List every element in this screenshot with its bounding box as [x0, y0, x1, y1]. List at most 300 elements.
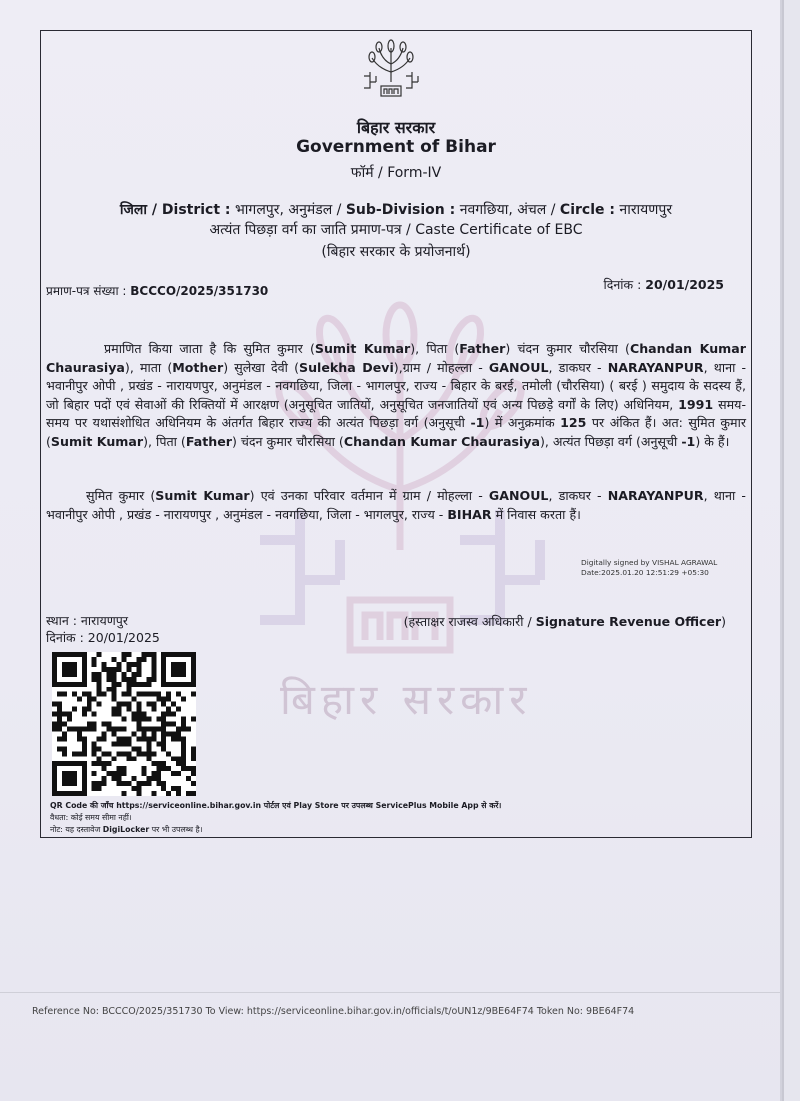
qr-module [161, 766, 166, 771]
qr-module [52, 761, 57, 766]
qr-module [72, 652, 77, 657]
qr-module [67, 662, 72, 667]
qr-module [87, 692, 92, 697]
qr-module [62, 761, 67, 766]
qr-module [117, 741, 122, 746]
qr-module [136, 692, 141, 697]
qr-module [52, 662, 57, 667]
qr-module [126, 751, 131, 756]
qr-module [186, 776, 191, 781]
qr-module [122, 781, 127, 786]
qr-module [77, 731, 82, 736]
qr-module [151, 731, 156, 736]
qr-module [186, 682, 191, 687]
qr-module [117, 707, 122, 712]
qr-module [136, 712, 141, 717]
qr-module [122, 652, 127, 657]
subdivision-value: नवगछिया, अंचल / [455, 202, 560, 218]
qr-module [186, 726, 191, 731]
qr-module [77, 791, 82, 796]
qr-module [191, 662, 196, 667]
qr-module [67, 652, 72, 657]
qr-module [67, 781, 72, 786]
qr-module [191, 751, 196, 756]
qr-module [122, 677, 127, 682]
qr-module [92, 726, 97, 731]
qr-module [126, 702, 131, 707]
qr-module [57, 746, 62, 751]
qr-module [176, 652, 181, 657]
watermark-text: बिहार सरकार [280, 675, 533, 724]
qr-module [141, 726, 146, 731]
qr-module [126, 682, 131, 687]
qr-module [166, 722, 171, 727]
qr-module [117, 771, 122, 776]
qr-module [117, 667, 122, 672]
qr-module [67, 672, 72, 677]
issue-date [603, 276, 724, 293]
qr-module [72, 692, 77, 697]
qr-module [92, 662, 97, 667]
validity-note: वैधता: कोई समय सीमा नहीं। [50, 813, 132, 822]
qr-module [87, 707, 92, 712]
qr-module [136, 781, 141, 786]
qr-module [166, 692, 171, 697]
qr-module [62, 731, 67, 736]
qr-module [131, 756, 136, 761]
qr-module [136, 736, 141, 741]
qr-module [131, 712, 136, 717]
qr-module [107, 687, 112, 692]
qr-module [126, 736, 131, 741]
qr-module [136, 717, 141, 722]
qr-module [112, 682, 117, 687]
qr-module [181, 697, 186, 702]
qr-module [136, 791, 141, 796]
qr-module [107, 677, 112, 682]
qr-module [77, 697, 82, 702]
qr-module [136, 667, 141, 672]
qr-module [191, 771, 196, 776]
digital-signature-date: Date:2025.01.20 12:51:29 +05:30 [581, 568, 709, 577]
qr-module [166, 766, 171, 771]
qr-module [166, 791, 171, 796]
qr-module [92, 657, 97, 662]
qr-module [141, 781, 146, 786]
qr-code[interactable] [52, 652, 196, 796]
qr-module [72, 707, 77, 712]
district-label: जिला / District : [119, 202, 231, 218]
qr-module [52, 677, 57, 682]
qr-module [72, 682, 77, 687]
qr-module [52, 776, 57, 781]
qr-module [176, 771, 181, 776]
qr-module [126, 687, 131, 692]
qr-module [181, 682, 186, 687]
qr-module [141, 736, 146, 741]
qr-module [122, 766, 127, 771]
qr-module [126, 662, 131, 667]
qr-module [57, 761, 62, 766]
qr-module [52, 682, 57, 687]
qr-module [52, 781, 57, 786]
qr-module [82, 677, 87, 682]
qr-module [97, 687, 102, 692]
qr-module [136, 657, 141, 662]
qr-module [57, 726, 62, 731]
residence-paragraph: सुमित कुमार (Sumit Kumar) एवं उनका परिवार वर्तमान में ग्राम / मोहल्ला - GANOUL, डाकघर - NARAYANPUR, थाना - भवानीपुर ओपी , प्रखंड - नारायणपुर , अनुमंडल - नवगछिया, जिला - भागलपुर, राज्य - BIHAR में निवास करता हैं। [46, 488, 746, 522]
qr-module [161, 741, 166, 746]
qr-module [141, 751, 146, 756]
qr-module [171, 662, 176, 667]
qr-module [126, 692, 131, 697]
qr-module [191, 692, 196, 697]
qr-module [161, 652, 166, 657]
qr-module [117, 682, 122, 687]
qr-module [82, 741, 87, 746]
form-number: फॉर्म / Form-IV [350, 165, 442, 181]
qr-module [166, 652, 171, 657]
qr-module [117, 736, 122, 741]
qr-module [107, 722, 112, 727]
qr-module [156, 781, 161, 786]
qr-module [141, 731, 146, 736]
qr-module [87, 722, 92, 727]
qr-module [102, 662, 107, 667]
qr-module [82, 707, 87, 712]
qr-module [107, 667, 112, 672]
qr-module [62, 751, 67, 756]
qr-module [141, 717, 146, 722]
qr-module [161, 717, 166, 722]
qr-module [97, 672, 102, 677]
qr-module [102, 731, 107, 736]
qr-module [102, 761, 107, 766]
qr-module [146, 746, 151, 751]
qr-module [62, 667, 67, 672]
qr-module [112, 741, 117, 746]
qr-module [52, 712, 57, 717]
qr-module [131, 662, 136, 667]
qr-module [97, 677, 102, 682]
qr-module [171, 786, 176, 791]
qr-module [107, 726, 112, 731]
qr-module [117, 662, 122, 667]
qr-module [151, 702, 156, 707]
qr-module [151, 707, 156, 712]
qr-module [62, 781, 67, 786]
qr-module [181, 741, 186, 746]
qr-module [92, 751, 97, 756]
qr-module [82, 791, 87, 796]
qr-module [151, 771, 156, 776]
qr-module [87, 697, 92, 702]
qr-module [136, 786, 141, 791]
qr-module [151, 791, 156, 796]
qr-module [92, 746, 97, 751]
qr-module [181, 667, 186, 672]
govt-title-english: Government of Bihar [296, 137, 496, 157]
qr-module [161, 726, 166, 731]
qr-module [52, 791, 57, 796]
qr-module [141, 712, 146, 717]
qr-module [102, 776, 107, 781]
qr-module [57, 717, 62, 722]
qr-module [176, 731, 181, 736]
qr-module [122, 771, 127, 776]
qr-module [156, 692, 161, 697]
qr-module [72, 771, 77, 776]
qr-module [117, 712, 122, 717]
qr-module [146, 652, 151, 657]
qr-module [82, 657, 87, 662]
date-value: 20/01/2025 [645, 277, 724, 292]
qr-module [117, 726, 122, 731]
qr-module [191, 746, 196, 751]
qr-module [191, 791, 196, 796]
qr-module [82, 751, 87, 756]
qr-module [176, 682, 181, 687]
district-line [40, 200, 752, 219]
qr-module [57, 736, 62, 741]
qr-module [77, 726, 82, 731]
qr-module [62, 722, 67, 727]
qr-module [156, 761, 161, 766]
qr-module [122, 791, 127, 796]
qr-module [122, 702, 127, 707]
qr-module [77, 736, 82, 741]
qr-module [176, 756, 181, 761]
certificate-title: अत्यंत पिछड़ा वर्ग का जाति प्रमाण-पत्र / Caste Certificate of EBC [209, 222, 583, 238]
qr-module [156, 741, 161, 746]
qr-module [82, 692, 87, 697]
qr-module [122, 717, 127, 722]
qr-module [131, 776, 136, 781]
qr-module [156, 766, 161, 771]
qr-module [102, 736, 107, 741]
qr-module [122, 672, 127, 677]
qr-module [166, 707, 171, 712]
qr-module [181, 736, 186, 741]
qr-module [146, 756, 151, 761]
qr-module [131, 746, 136, 751]
qr-module [141, 766, 146, 771]
qr-module [92, 786, 97, 791]
qr-module [82, 672, 87, 677]
qr-module [52, 766, 57, 771]
qr-module [82, 786, 87, 791]
certificate-purpose: (बिहार सरकार के प्रयोजनार्थ) [321, 244, 471, 260]
qr-module [131, 731, 136, 736]
qr-module [136, 726, 141, 731]
qr-module [141, 692, 146, 697]
qr-module [62, 712, 67, 717]
qr-module [92, 771, 97, 776]
qr-module [131, 786, 136, 791]
qr-module [181, 726, 186, 731]
qr-module [151, 776, 156, 781]
qr-module [52, 667, 57, 672]
qr-module [146, 726, 151, 731]
qr-module [191, 682, 196, 687]
qr-module [126, 741, 131, 746]
signature-line: (हस्ताक्षर राजस्व अधिकारी / Signature Revenue Officer) [403, 614, 726, 629]
qr-module [72, 791, 77, 796]
qr-module [161, 662, 166, 667]
qr-module [176, 662, 181, 667]
qr-module [82, 746, 87, 751]
qr-module [146, 751, 151, 756]
qr-module [141, 657, 146, 662]
qr-module [77, 761, 82, 766]
qr-module [102, 692, 107, 697]
portal-link[interactable]: https://serviceonline.bihar.gov.in [116, 801, 262, 810]
qr-module [67, 791, 72, 796]
qr-module [117, 751, 122, 756]
qr-module [161, 722, 166, 727]
qr-module [126, 667, 131, 672]
qr-module [97, 781, 102, 786]
qr-module [122, 741, 127, 746]
qr-module [136, 707, 141, 712]
qr-module [67, 776, 72, 781]
qr-module [131, 677, 136, 682]
qr-module [72, 776, 77, 781]
qr-module [171, 771, 176, 776]
qr-module [77, 682, 82, 687]
qr-module [97, 682, 102, 687]
qr-module [112, 726, 117, 731]
qr-module [156, 776, 161, 781]
qr-module [131, 682, 136, 687]
qr-module [62, 736, 67, 741]
qr-module [136, 722, 141, 727]
qr-module [97, 702, 102, 707]
qr-module [122, 736, 127, 741]
qr-module [161, 746, 166, 751]
qr-module [151, 667, 156, 672]
qr-module [151, 692, 156, 697]
qr-module [62, 791, 67, 796]
qr-module [191, 766, 196, 771]
qr-module [52, 726, 57, 731]
qr-module [112, 692, 117, 697]
qr-module [171, 731, 176, 736]
qr-module [176, 786, 181, 791]
qr-module [181, 652, 186, 657]
bihar-emblem-icon [362, 38, 420, 106]
qr-module [92, 697, 97, 702]
qr-module [112, 677, 117, 682]
qr-module [117, 702, 122, 707]
qr-module [92, 677, 97, 682]
certification-paragraph: प्रमाणित किया जाता है कि सुमित कुमार (Sumit Kumar), पिता (Father) चंदन कुमार चौरसिया (Chandan Kumar Chaurasiya), माता (Mother) सुलेखा देवी (Sulekha Devi),ग्राम / मोहल्ला - GANOUL, डाकघर - NARAYANPUR, थाना - भवानीपुर ओपी , प्रखंड - नारायणपुर, अनुमंडल - नवगछिया, जिला - भागलपुर, राज्य - बिहार के बरई, तमोली (चौरसिया) ( बरई ) समुदाय के सदस्य हैं, जो बिहार पदों एवं सेवाओं की रिक्तियों में आरक्षण (अनुसूचित जातियों, अनुसूचित जनजातियों एवं अन्य पिछड़े वर्गों के लिए) अधिनियम, 1991 समय-समय पर यथासंशोधित अधिनियम के अंतर्गत बिहार राज्य की अत्यंत पिछड़ा वर्ग (अनुसूची -1) में अनुक्रमांक 125 पर अंकित हैं। अत: सुमित कुमार (Sumit Kumar), पिता (Father) चंदन कुमार चौरसिया (Chandan Kumar Chaurasiya), अत्यंत पिछड़ा वर्ग (अनुसूची -1) के हैं। [46, 341, 747, 449]
qr-module [131, 672, 136, 677]
qr-module [151, 657, 156, 662]
qr-module [161, 731, 166, 736]
qr-module [82, 726, 87, 731]
qr-module [186, 652, 191, 657]
qr-module [82, 652, 87, 657]
qr-module [72, 662, 77, 667]
qr-module [92, 712, 97, 717]
qr-module [97, 746, 102, 751]
digital-signature [581, 558, 717, 578]
qr-module [72, 781, 77, 786]
qr-module [57, 712, 62, 717]
qr-module [176, 707, 181, 712]
qr-module [112, 697, 117, 702]
qr-module [52, 771, 57, 776]
qr-module [156, 717, 161, 722]
qr-module [171, 722, 176, 727]
qr-module [82, 667, 87, 672]
qr-module [82, 682, 87, 687]
qr-module [136, 672, 141, 677]
qr-module [161, 667, 166, 672]
qr-module [146, 717, 151, 722]
qr-module [171, 667, 176, 672]
qr-module [72, 672, 77, 677]
qr-module [67, 682, 72, 687]
qr-module [67, 761, 72, 766]
qr-module [107, 751, 112, 756]
qr-module [102, 751, 107, 756]
qr-module [191, 756, 196, 761]
reference-divider [0, 992, 780, 993]
qr-module [82, 761, 87, 766]
qr-module [87, 702, 92, 707]
qr-module [52, 722, 57, 727]
qr-module [82, 781, 87, 786]
qr-module [136, 702, 141, 707]
qr-module [146, 776, 151, 781]
qr-module [117, 781, 122, 786]
qr-module [136, 746, 141, 751]
qr-module [191, 781, 196, 786]
qr-module [62, 672, 67, 677]
qr-module [52, 672, 57, 677]
qr-module [131, 717, 136, 722]
qr-module [122, 657, 127, 662]
qr-module [112, 657, 117, 662]
qr-module [112, 731, 117, 736]
qr-module [77, 751, 82, 756]
qr-module [171, 712, 176, 717]
qr-module [161, 702, 166, 707]
qr-module [166, 682, 171, 687]
qr-module [151, 736, 156, 741]
circle-value: नारायणपुर [614, 202, 673, 218]
qr-module [112, 672, 117, 677]
qr-module [166, 712, 171, 717]
qr-module [122, 692, 127, 697]
qr-module [92, 722, 97, 727]
qr-module [62, 771, 67, 776]
qr-module [181, 756, 186, 761]
qr-module [126, 781, 131, 786]
place-date: दिनांक : 20/01/2025 [46, 630, 160, 645]
qr-module [191, 672, 196, 677]
qr-module [97, 761, 102, 766]
qr-module [161, 697, 166, 702]
qr-module [156, 771, 161, 776]
footer-notes [50, 800, 501, 836]
circle-label: Circle : [559, 202, 615, 218]
qr-module [161, 712, 166, 717]
qr-module [191, 667, 196, 672]
qr-module [57, 692, 62, 697]
